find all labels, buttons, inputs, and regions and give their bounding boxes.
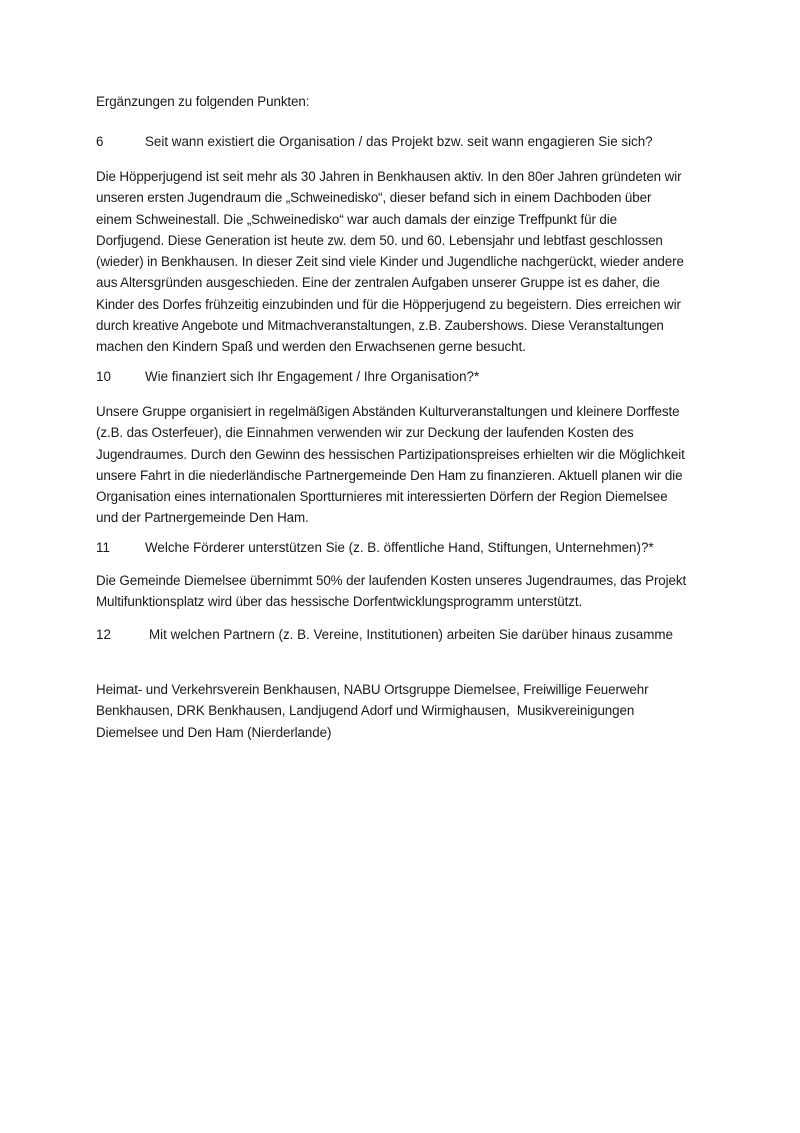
answer-line: Heimat- und Verkehrsverein Benkhausen, NABU Ortsgruppe Diemelsee, Freiwillige Feuerwehr <box>96 682 649 697</box>
answer-line: Die Höpperjugend ist seit mehr als 30 Jahren in Benkhausen aktiv. In den 80er Jahren gründeten wir <box>96 169 682 184</box>
answer-line: Kinder des Dorfes frühzeitig einzubinden und für die Höpperjugend zu begeistern. Dies erreichen wir <box>96 296 681 312</box>
answer-12 <box>96 679 716 743</box>
question-text: Mit welchen Partnern (z. B. Vereine, Institutionen) arbeiten Sie darüber hinaus zusamme <box>149 627 673 642</box>
question-12 <box>96 624 673 645</box>
question-text: Welche Förderer unterstützen Sie (z. B. öffentliche Hand, Stiftungen, Unternehmen)?* <box>145 540 654 555</box>
question-number: 6 <box>96 134 104 149</box>
question-number: 10 <box>96 369 111 384</box>
answer-10 <box>96 401 716 529</box>
question-text: Seit wann existiert die Organisation / das Projekt bzw. seit wann engagieren Sie sich? <box>145 134 653 149</box>
answer-line: (wieder) in Benkhausen. In dieser Zeit sind viele Kinder und Jugendliche nachgerückt, wieder andere <box>96 254 684 270</box>
answer-line: Organisation eines internationalen Sportturnieres mit interessierten Dörfern der Region Diemelsee <box>96 489 668 505</box>
document-heading: Ergänzungen zu folgenden Punkten: <box>96 94 310 109</box>
answer-line: unseren ersten Jugendraum die „Schweinedisko“, dieser befand sich in einem Dachboden über <box>96 190 652 206</box>
answer-line: (z.B. das Osterfeuer), die Einnahmen verwenden wir zur Deckung der laufenden Kosten des <box>96 425 634 441</box>
answer-line: und der Partnergemeinde Den Ham. <box>96 510 309 526</box>
answer-line: aus Altersgründen ausgeschieden. Eine der zentralen Aufgaben unserer Gruppe ist es daher, die <box>96 275 660 291</box>
answer-6 <box>96 166 716 358</box>
answer-line: Diemelsee und Den Ham (Nierderlande) <box>96 724 332 740</box>
answer-11 <box>96 570 716 613</box>
answer-line: Multifunktionsplatz wird über das hessische Dorfentwicklungsprogramm unterstützt. <box>96 594 583 610</box>
question-number: 12 <box>96 627 111 642</box>
question-text: Wie finanziert sich Ihr Engagement / Ihre Organisation?* <box>145 369 480 384</box>
question-10 <box>96 366 479 387</box>
answer-line: Dorfjugend. Diese Generation ist heute zw. dem 50. und 60. Lebensjahr und lebtfast geschlossen <box>96 232 663 248</box>
answer-line: Unsere Gruppe organisiert in regelmäßigen Abständen Kulturveranstaltungen und kleinere Dorffeste <box>96 404 680 419</box>
answer-line: unsere Fahrt in die niederländische Partnergemeinde Den Ham zu finanzieren. Aktuell planen wir die <box>96 467 683 483</box>
answer-line: Jugendraumes. Durch den Gewinn des hessischen Partizipationspreises erhielten wir die Möglichkeit <box>96 446 685 462</box>
question-6 <box>96 131 653 152</box>
answer-line: machen den Kindern Spaß und werden den Erwachsenen gerne besucht. <box>96 339 526 355</box>
answer-line: durch kreative Angebote und Mitmachveranstaltungen, z.B. Zaubershows. Diese Veranstaltungen <box>96 318 664 334</box>
answer-line: Benkhausen, DRK Benkhausen, Landjugend Adorf und Wirmighausen, Musikvereinigungen <box>96 703 635 719</box>
answer-line: einem Schweinestall. Die „Schweinedisko“ war auch damals der einzige Treffpunkt für die <box>96 211 617 227</box>
answer-line: Die Gemeinde Diemelsee übernimmt 50% der laufenden Kosten unseres Jugendraumes, das Projekt <box>96 573 687 588</box>
question-number: 11 <box>96 540 110 555</box>
question-11 <box>96 537 654 558</box>
